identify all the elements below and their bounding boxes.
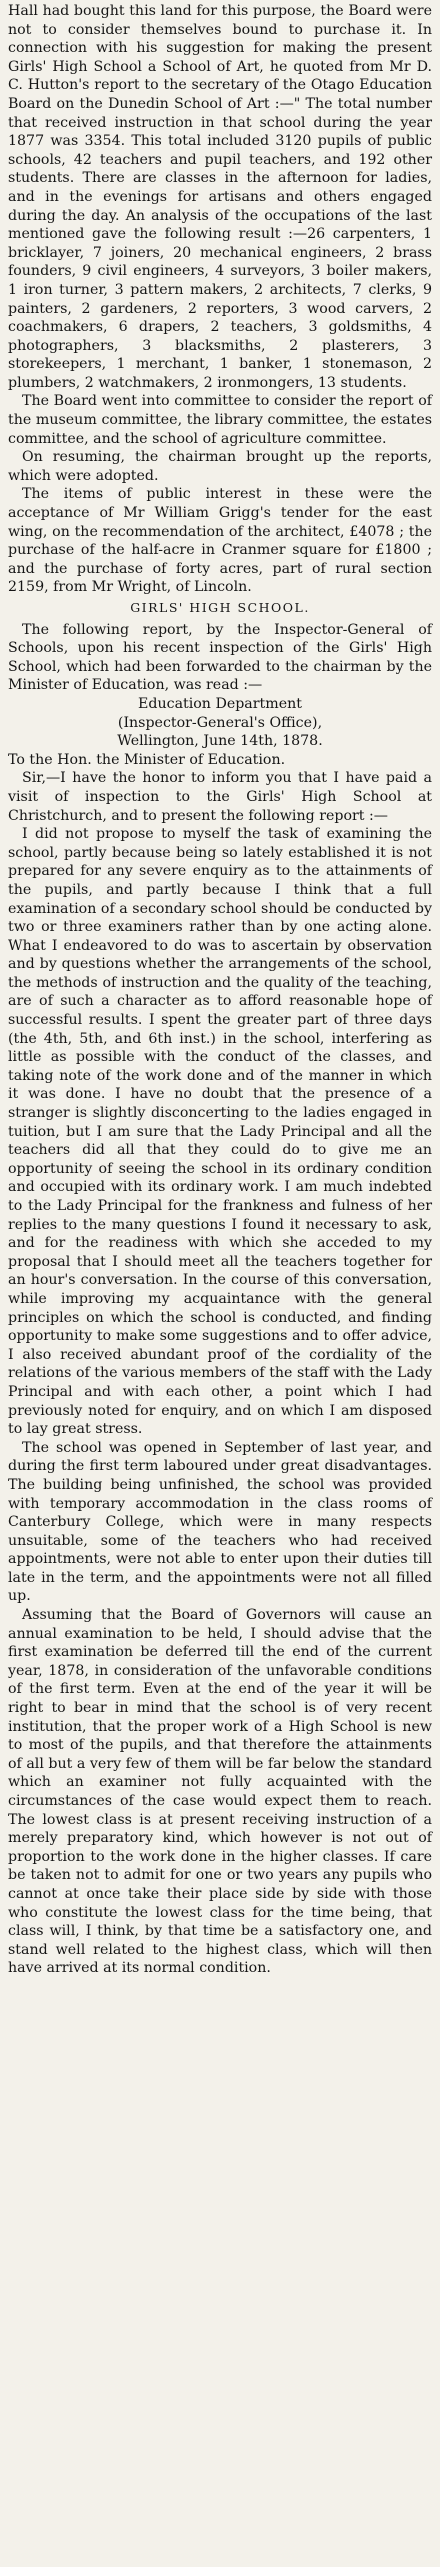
- paragraph-inspection-method: I did not propose to myself the task of examining the school, partly because being so lately established it is not prepared for any severe enquiry as to the attainments of the pupils, and partly because I think that a full examination of a secondary school should be conducted by two or three examiners rather than by one acting alone. What I endeavored to do was to ascertain by observation and by questions whether the arrangements of the school, the methods of instruction and the quality of the teaching, are of such a character as to afford reasonable hope of successful results. I spent the greater part of three days (the 4th, 5th, and 6th inst.) in the school, interfering as little as possible with the conduct of the classes, and taking note of the work done and of the manner in which it was done. I have no doubt that the presence of a stranger is slightly disconcerting to the ladies engaged in tuition, but I am sure that the Lady Principal and all the teachers did all that they could do to give me an opportunity of seeing the school in its ordinary condition and occupied with its ordinary work. I am much indebted to the Lady Principal for the frankness and fulness of her replies to the many questions I found it necessary to ask, and for the readiness with which she acceded to my proposal that I should meet all the teachers together for an hour's conversation. In the course of this conversation, while improving my acquaintance with the general principles on which the school is conducted, and finding opportunity to make some suggestions and to offer advice, I also received abundant proof of the cordiality of the relations of the various members of the staff with the Lady Principal and with each other, a point which I had previously noted for enquiry, and on which I am disposed to lay great stress.: [8, 826, 432, 1438]
- letter-salutation: Sir,—I have the honor to inform you that I have paid a visit of inspection to the Girls' High School at Christchurch, and to present the following report :—: [8, 770, 432, 824]
- section-heading: GIRLS' HIGH SCHOOL.: [130, 600, 310, 615]
- paragraph-resuming: On resuming, the chairman brought up the reports, which were adopted.: [8, 449, 432, 484]
- letter-address: To the Hon. the Minister of Education.: [8, 751, 286, 768]
- paragraph-committee: The Board went into committee to consider the report of the museum committee, the library committee, the estates committee, and the school of agriculture committee.: [8, 393, 432, 447]
- paragraph-school-of-art: Hall had bought this land for this purpose, the Board were not to consider themselves bound to purchase it. In connection with his suggestion for making the present Girls' High School a School of Art, he quoted from Mr D. C. Hutton's report to the secretary of the Otago Education Board on the Dunedin School of Art :—" The total number that received instruction in that school during the year 1877 was 3354. This total included 3120 pupils of public schools, 42 teachers and pupil teachers, and 192 other students. There are classes in the afternoon for ladies, and in the evenings for artisans and others engaged during the day. An analysis of the occupations of the last mentioned gave the following result :—26 carpenters, 1 bricklayer, 7 joiners, 20 mechanical engineers, 2 brass founders, 9 civil engineers, 4 surveyors, 3 boiler makers, 1 iron turner, 3 pattern makers, 2 architects, 7 clerks, 9 painters, 2 gardeners, 2 reporters, 3 wood carvers, 2 coachmakers, 6 drapers, 2 teachers, 3 goldsmiths, 4 photographers, 3 blacksmiths, 2 plasterers, 3 storekeepers, 1 merchant, 1 banker, 1 stonemason, 2 plumbers, 2 watchmakers, 2 ironmongers, 13 students.: [8, 3, 432, 391]
- letterhead-date: Wellington, June 14th, 1878.: [117, 733, 323, 750]
- paragraph-items-of-interest: The items of public interest in these were the acceptance of Mr William Grigg's tender for the east wing, on the recommendation of the architect, £4078 ; the purchase of the half-acre in Cranmer square for £1800 ; and the purchase of forty acres, part of rural section 2159, from Mr Wright, of Lincoln.: [8, 486, 432, 596]
- paragraph-report-intro: The following report, by the Inspector-General of Schools, upon his recent inspection of the Girls' High School, which had been forwarded to the chairman by the Minister of Education, was read :—: [8, 621, 432, 694]
- paragraph-school-opening: The school was opened in September of last year, and during the first term laboured under great disadvantages. The building being unfinished, the school was provided with temporary accommodation in the class rooms of Canterbury College, which were in many respects unsuitable, some of the teachers who had received appointments, were not able to enter upon their duties till late in the term, and the appointments were not all filled up.: [8, 1439, 432, 1605]
- letterhead-department: Education Department: [138, 695, 302, 712]
- paragraph-examination-advice: Assuming that the Board of Governors will cause an annual examination to be held, I should advise that the first examination be deferred till the end of the current year, 1878, in consideration of the unfavorable conditions of the first term. Even at the end of the year it will be right to bear in mind that the school is of very recent institution, that the proper work of a High School is new to most of the pupils, and that therefore the attainments of all but a very few of them will be far below the standard which an examiner not fully acquainted with the circumstances of the case would expect them to reach. The lowest class is at present receiving instruction of a merely preparatory kind, which however is not out of proportion to the work done in the higher classes. If care be taken not to admit for one or two years any pupils who cannot at once take their place side by side with those who constitute the lowest class for the time being, that class will, I think, by that time be a satisfactory one, and stand well related to the highest class, which will then have arrived at its normal condition.: [8, 1607, 432, 1977]
- letterhead-office: (Inspector-General's Office),: [117, 714, 323, 731]
